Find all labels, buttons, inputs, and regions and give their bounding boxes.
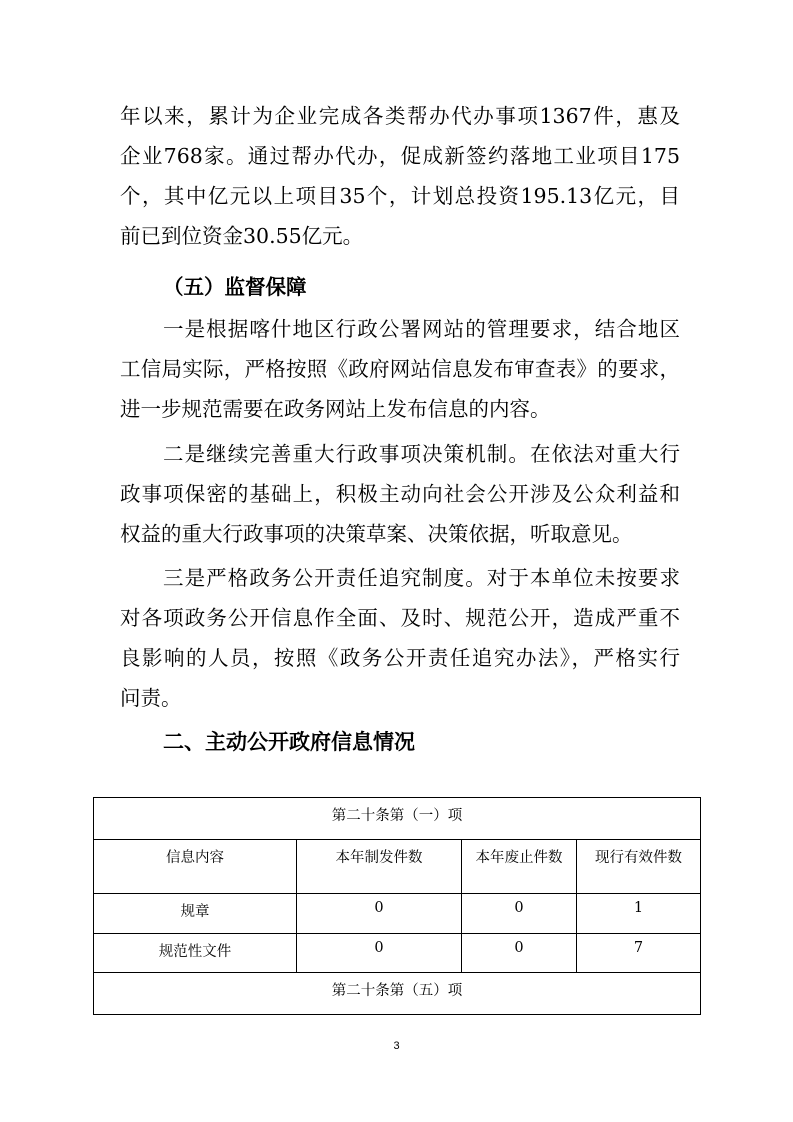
text-line: 政事项保密的基础上，积极主动向社会公开涉及公众利益和 [120,482,680,506]
text-line: 权益的重大行政事项的决策草案、决策依据，听取意见。 [120,522,633,546]
text-line: 二是继续完善重大行政事项决策机制。在依法对重大行 [163,442,680,466]
text-line: 年以来，累计为企业完成各类帮办代办事项1367件，惠及 [120,104,680,128]
table-cell: 1 [577,894,701,934]
paragraph-accountability [120,558,680,718]
table-header-cell: 现行有效件数 [577,840,701,894]
text-line: 对各项政务公开信息作全面、及时、规范公开，造成严重不 [120,606,680,630]
table-header-row [94,840,701,894]
paragraph-website-management [120,309,680,429]
section-heading-supervision: （五）监督保障 [163,275,307,299]
table-header-cell: 本年废止件数 [462,840,577,894]
paragraph-investment-summary [120,96,680,256]
table-cell: 7 [577,934,701,973]
text-line: 良影响的人员，按照《政务公开责任追究办法》，严格实行 [120,646,680,670]
text-line: 一是根据喀什地区行政公署网站的管理要求，结合地区 [163,317,680,341]
table-cell: 规章 [94,894,297,934]
text-line: 进一步规范需要在政务网站上发布信息的内容。 [120,397,551,421]
text-line: 问责。 [120,686,182,710]
paragraph-decision-mechanism [120,434,680,554]
table-header-cell: 信息内容 [94,840,297,894]
text-line: 企业768家。通过帮办代办，促成新签约落地工业项目175 [120,144,680,168]
table-header-cell: 本年制发件数 [297,840,462,894]
text-line: 工信局实际，严格按照《政府网站信息发布审查表》的要求， [120,357,680,381]
table-cell: 0 [297,894,462,934]
table-row [94,934,701,973]
table-cell: 0 [462,894,577,934]
table-cell: 0 [297,934,462,973]
table-section-row [94,798,701,840]
disclosure-table [93,797,701,1015]
section-heading-proactive-disclosure: 二、主动公开政府信息情况 [163,730,415,754]
table-cell: 0 [462,934,577,973]
table-section-row [94,973,701,1015]
table-row [94,894,701,934]
text-line: 三是严格政务公开责任追究制度。对于本单位未按要求 [163,566,680,590]
text-line: 前已到位资金30.55亿元。 [120,224,364,248]
table-section-title: 第二十条第（五）项 [94,973,701,1015]
table-section-title: 第二十条第（一）项 [94,798,701,840]
page-number: 3 [393,1040,400,1052]
table-cell: 规范性文件 [94,934,297,973]
text-line: 个，其中亿元以上项目35个，计划总投资195.13亿元，目 [120,184,680,208]
